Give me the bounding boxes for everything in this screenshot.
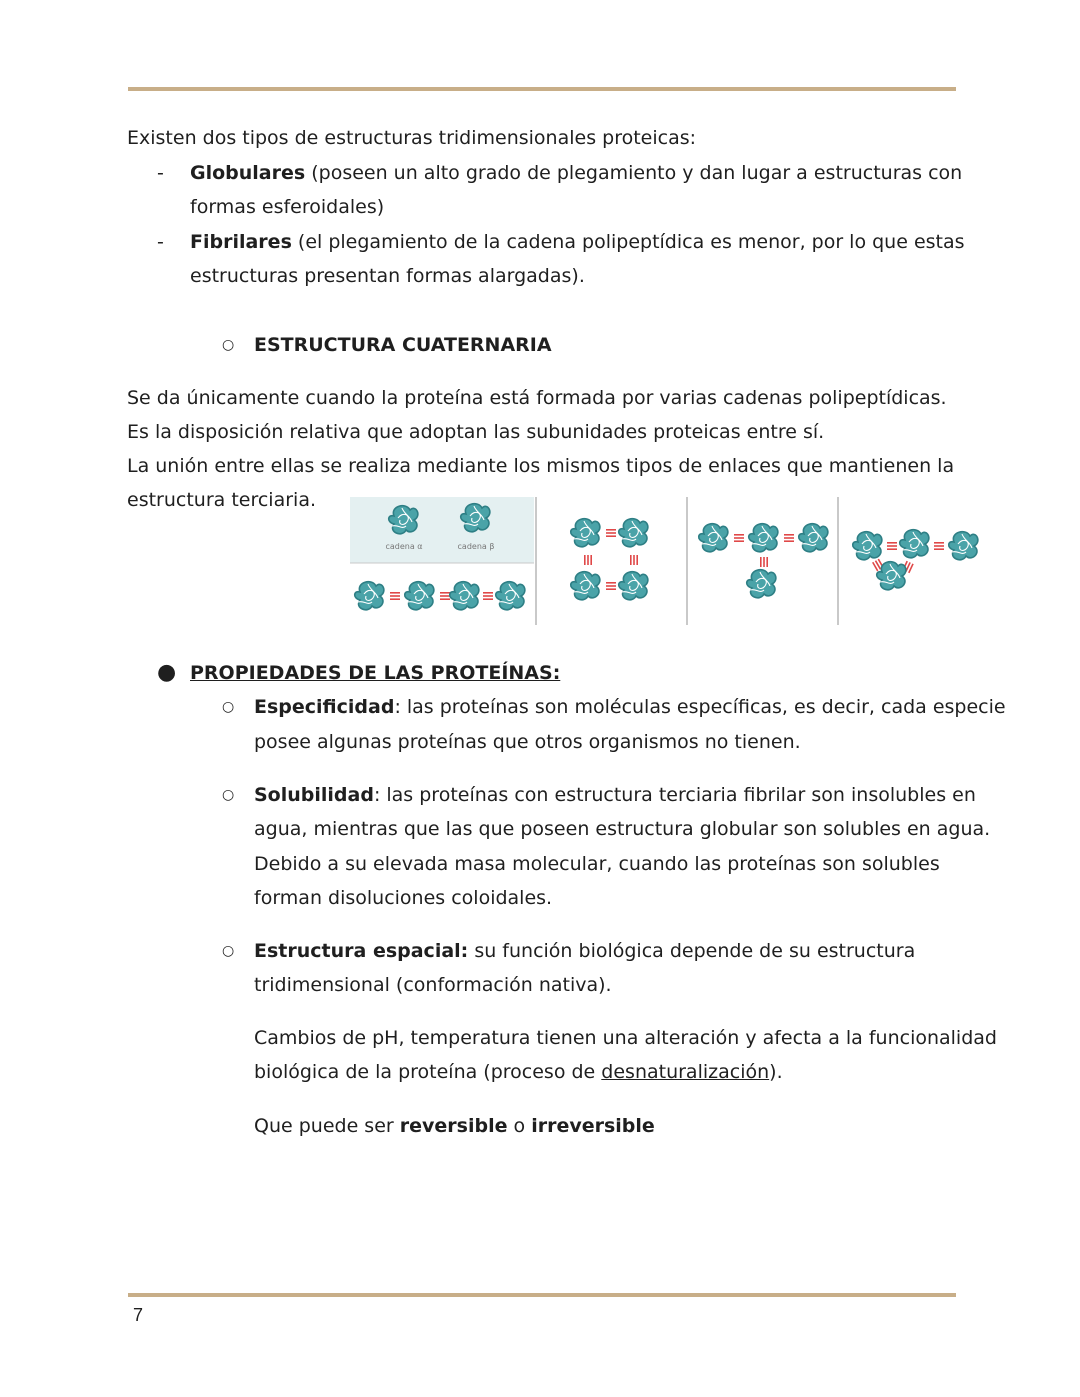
fibrilares-desc: (el plegamiento de la cadena polipeptídica es menor, por lo que estas bbox=[291, 231, 965, 253]
cuaternaria-line-4: estructura terciaria. bbox=[127, 489, 316, 511]
solubilidad-line-2: agua, mientras que las que poseen estructura globular son solubles en agua. bbox=[254, 818, 991, 840]
alpha-chain-label: cadena α bbox=[385, 542, 423, 551]
fibrilares-cont: estructuras presentan formas alargadas). bbox=[190, 265, 585, 287]
cuaternaria-line-2: Es la disposición relativa que adoptan las subunidades proteicas entre sí. bbox=[127, 421, 825, 443]
footer-rule bbox=[128, 1293, 956, 1297]
header-rule bbox=[128, 87, 956, 91]
especificidad-line-2: posee algunas proteínas que otros organismos no tienen. bbox=[254, 731, 801, 753]
circle-bullet-icon: ○ bbox=[222, 787, 235, 803]
subunits-panel bbox=[350, 497, 534, 563]
page-number: 7 bbox=[133, 1305, 144, 1325]
espacial-line-1: Estructura espacial: su función biológica depende de su estructura bbox=[254, 940, 916, 962]
cuaternaria-heading: ESTRUCTURA CUATERNARIA bbox=[254, 334, 552, 356]
desnaturalizacion-term: desnaturalización bbox=[601, 1061, 770, 1083]
espacial-cambios-line-1: Cambios de pH, temperatura tienen una alteración y afecta a la funcionalidad bbox=[254, 1027, 997, 1049]
especificidad-line-1: Especificidad: las proteínas son moléculas específicas, es decir, cada especie bbox=[254, 696, 1006, 718]
espacial-term: Estructura espacial: bbox=[254, 940, 469, 962]
globulares-term: Globulares bbox=[190, 162, 306, 184]
fibrilares-item bbox=[190, 225, 965, 259]
espacial-cambios-line-2: biológica de la proteína (proceso de desnaturalización). bbox=[254, 1061, 783, 1083]
solubilidad-term: Solubilidad bbox=[254, 784, 374, 806]
circle-bullet-icon: ○ bbox=[222, 699, 235, 715]
especificidad-term: Especificidad bbox=[254, 696, 395, 718]
circle-bullet-icon: ○ bbox=[222, 943, 235, 959]
fibrilares-term: Fibrilares bbox=[190, 231, 292, 253]
propiedades-heading: PROPIEDADES DE LAS PROTEÍNAS: bbox=[190, 662, 561, 684]
espacial-line-2: tridimensional (conformación nativa). bbox=[254, 974, 612, 996]
solubilidad-line-1: Solubilidad: las proteínas con estructura terciaria fibrilar son insolubles en bbox=[254, 784, 976, 806]
globulares-cont: formas esferoidales) bbox=[190, 196, 385, 218]
solubilidad-line-3: Debido a su elevada masa molecular, cuando las proteínas son solubles bbox=[254, 853, 940, 875]
dot-bullet-icon: ● bbox=[157, 660, 177, 685]
circle-bullet-icon: ○ bbox=[222, 337, 235, 353]
quaternary-structure-figure bbox=[350, 497, 982, 625]
beta-chain-label: cadena β bbox=[457, 542, 495, 551]
cuaternaria-line-1: Se da únicamente cuando la proteína está formada por varias cadenas polipeptídicas. bbox=[127, 387, 947, 409]
dash-bullet: - bbox=[157, 231, 164, 253]
cuaternaria-line-3: La unión entre ellas se realiza mediante los mismos tipos de enlaces que mantienen la bbox=[127, 455, 955, 477]
globulares-item bbox=[190, 156, 962, 190]
dash-bullet: - bbox=[157, 162, 164, 184]
solubilidad-line-4: forman disoluciones coloidales. bbox=[254, 887, 553, 909]
intro-text: Existen dos tipos de estructuras tridimensionales proteicas: bbox=[127, 127, 697, 149]
reversibilidad-line: Que puede ser reversible o irreversible bbox=[254, 1115, 655, 1137]
globulares-desc: (poseen un alto grado de plegamiento y dan lugar a estructuras con bbox=[305, 162, 963, 184]
